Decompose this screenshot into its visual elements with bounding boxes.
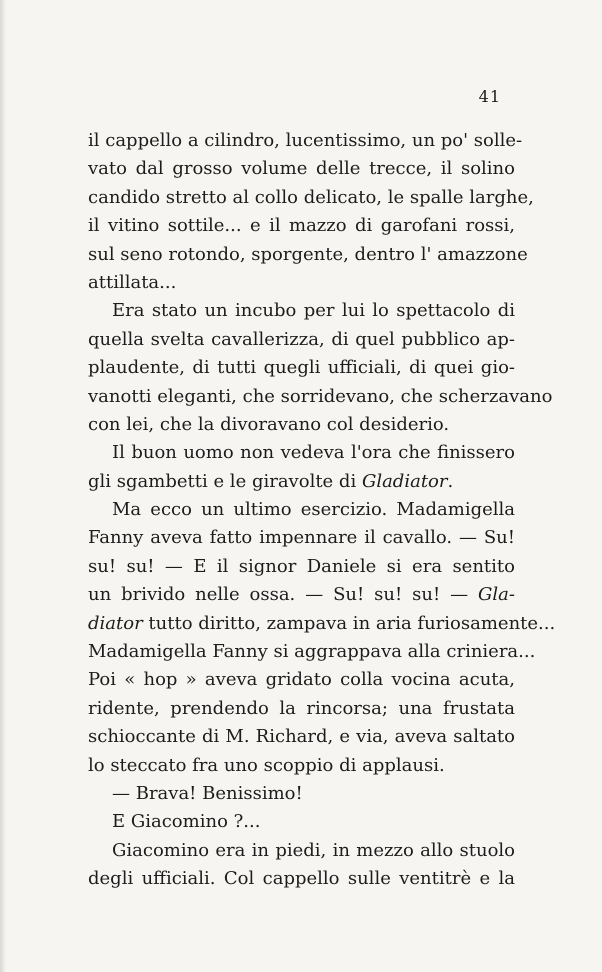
text-line <box>88 553 515 581</box>
line-text: Poi « hop » aveva gridato colla vocina acuta, <box>88 669 515 691</box>
text-line <box>88 155 515 183</box>
line-text: candido stretto al collo delicato, le spalle larghe, <box>88 186 534 208</box>
line-text: degli ufficiali. Col cappello sulle ventitrè e la <box>88 868 515 890</box>
text-line <box>88 581 515 609</box>
line-text: tutto diritto, zampava in aria furiosamente... <box>142 612 556 634</box>
italic-text: Gla- <box>478 584 515 606</box>
line-text: il cappello a cilindro, lucentissimo, un po' solle- <box>88 130 523 151</box>
line-text: gli sgambetti e le giravolte di <box>88 470 362 492</box>
text-line <box>88 837 515 865</box>
italic-text: diator <box>88 612 143 634</box>
line-text: Giacomino era in piedi, in mezzo allo stuolo <box>112 839 515 861</box>
line-text: sul seno rotondo, sporgente, dentro l' amazzone <box>88 243 528 265</box>
text-line <box>88 524 515 552</box>
line-text: . <box>447 470 454 492</box>
line-text: lo steccato fra uno scoppio di applausi. <box>88 754 445 776</box>
line-text: plaudente, di tutti quegli ufficiali, di quei gio- <box>88 357 515 379</box>
text-line <box>88 241 528 269</box>
text-line <box>88 468 515 496</box>
line-text: con lei, che la divoravano col desiderio. <box>88 413 450 435</box>
text-line <box>88 212 515 240</box>
text-line <box>88 695 515 723</box>
line-text: ridente, prendendo la rincorsa; una frustata <box>88 697 515 719</box>
text-line <box>88 666 515 694</box>
text-line <box>88 439 515 467</box>
line-text: vanotti eleganti, che sorridevano, che scherzavano <box>88 385 553 407</box>
line-text: un brivido nelle ossa. — Su! su! su! — <box>88 584 479 606</box>
text-line <box>88 269 515 297</box>
italic-text: Gladiator <box>361 470 448 492</box>
line-text: Il buon uomo non vedeva l'ora che finissero <box>112 442 515 464</box>
line-text: Ma ecco un ultimo esercizio. Madamigella <box>112 499 515 521</box>
text-line <box>88 326 515 354</box>
text-line <box>88 723 515 751</box>
text-line <box>88 752 515 780</box>
text-line <box>88 354 515 382</box>
line-text: E Giacomino ?... <box>112 811 261 833</box>
line-text: vato dal grosso volume delle trecce, il solino <box>88 158 515 180</box>
text-line <box>88 496 515 524</box>
line-text: su! su! — E il signor Daniele si era sentito <box>88 555 515 577</box>
page-edge-shadow <box>0 0 6 972</box>
text-line <box>88 127 523 155</box>
text-line <box>88 297 515 325</box>
text-line <box>88 411 515 439</box>
text-line <box>88 808 515 836</box>
text-line <box>88 610 556 638</box>
line-text: — Brava! Benissimo! <box>112 782 303 804</box>
line-text: schioccante di M. Richard, e via, aveva saltato <box>88 726 515 748</box>
line-text: attillata... <box>88 271 177 293</box>
line-text: quella svelta cavallerizza, di quel pubblico ap- <box>88 328 515 350</box>
line-text: Era stato un incubo per lui lo spettacolo di <box>112 300 515 322</box>
text-line <box>88 638 536 666</box>
text-line <box>88 383 553 411</box>
body-text <box>88 127 556 894</box>
page-number: 41 <box>478 87 501 106</box>
line-text: Fanny aveva fatto impennare il cavallo. — Su! <box>88 527 515 549</box>
line-text: il vitino sottile... e il mazzo di garofani rossi, <box>88 215 515 237</box>
text-line <box>88 865 515 893</box>
text-line <box>88 780 515 808</box>
line-text: Madamigella Fanny si aggrappava alla criniera... <box>88 641 536 663</box>
text-line <box>88 184 534 212</box>
